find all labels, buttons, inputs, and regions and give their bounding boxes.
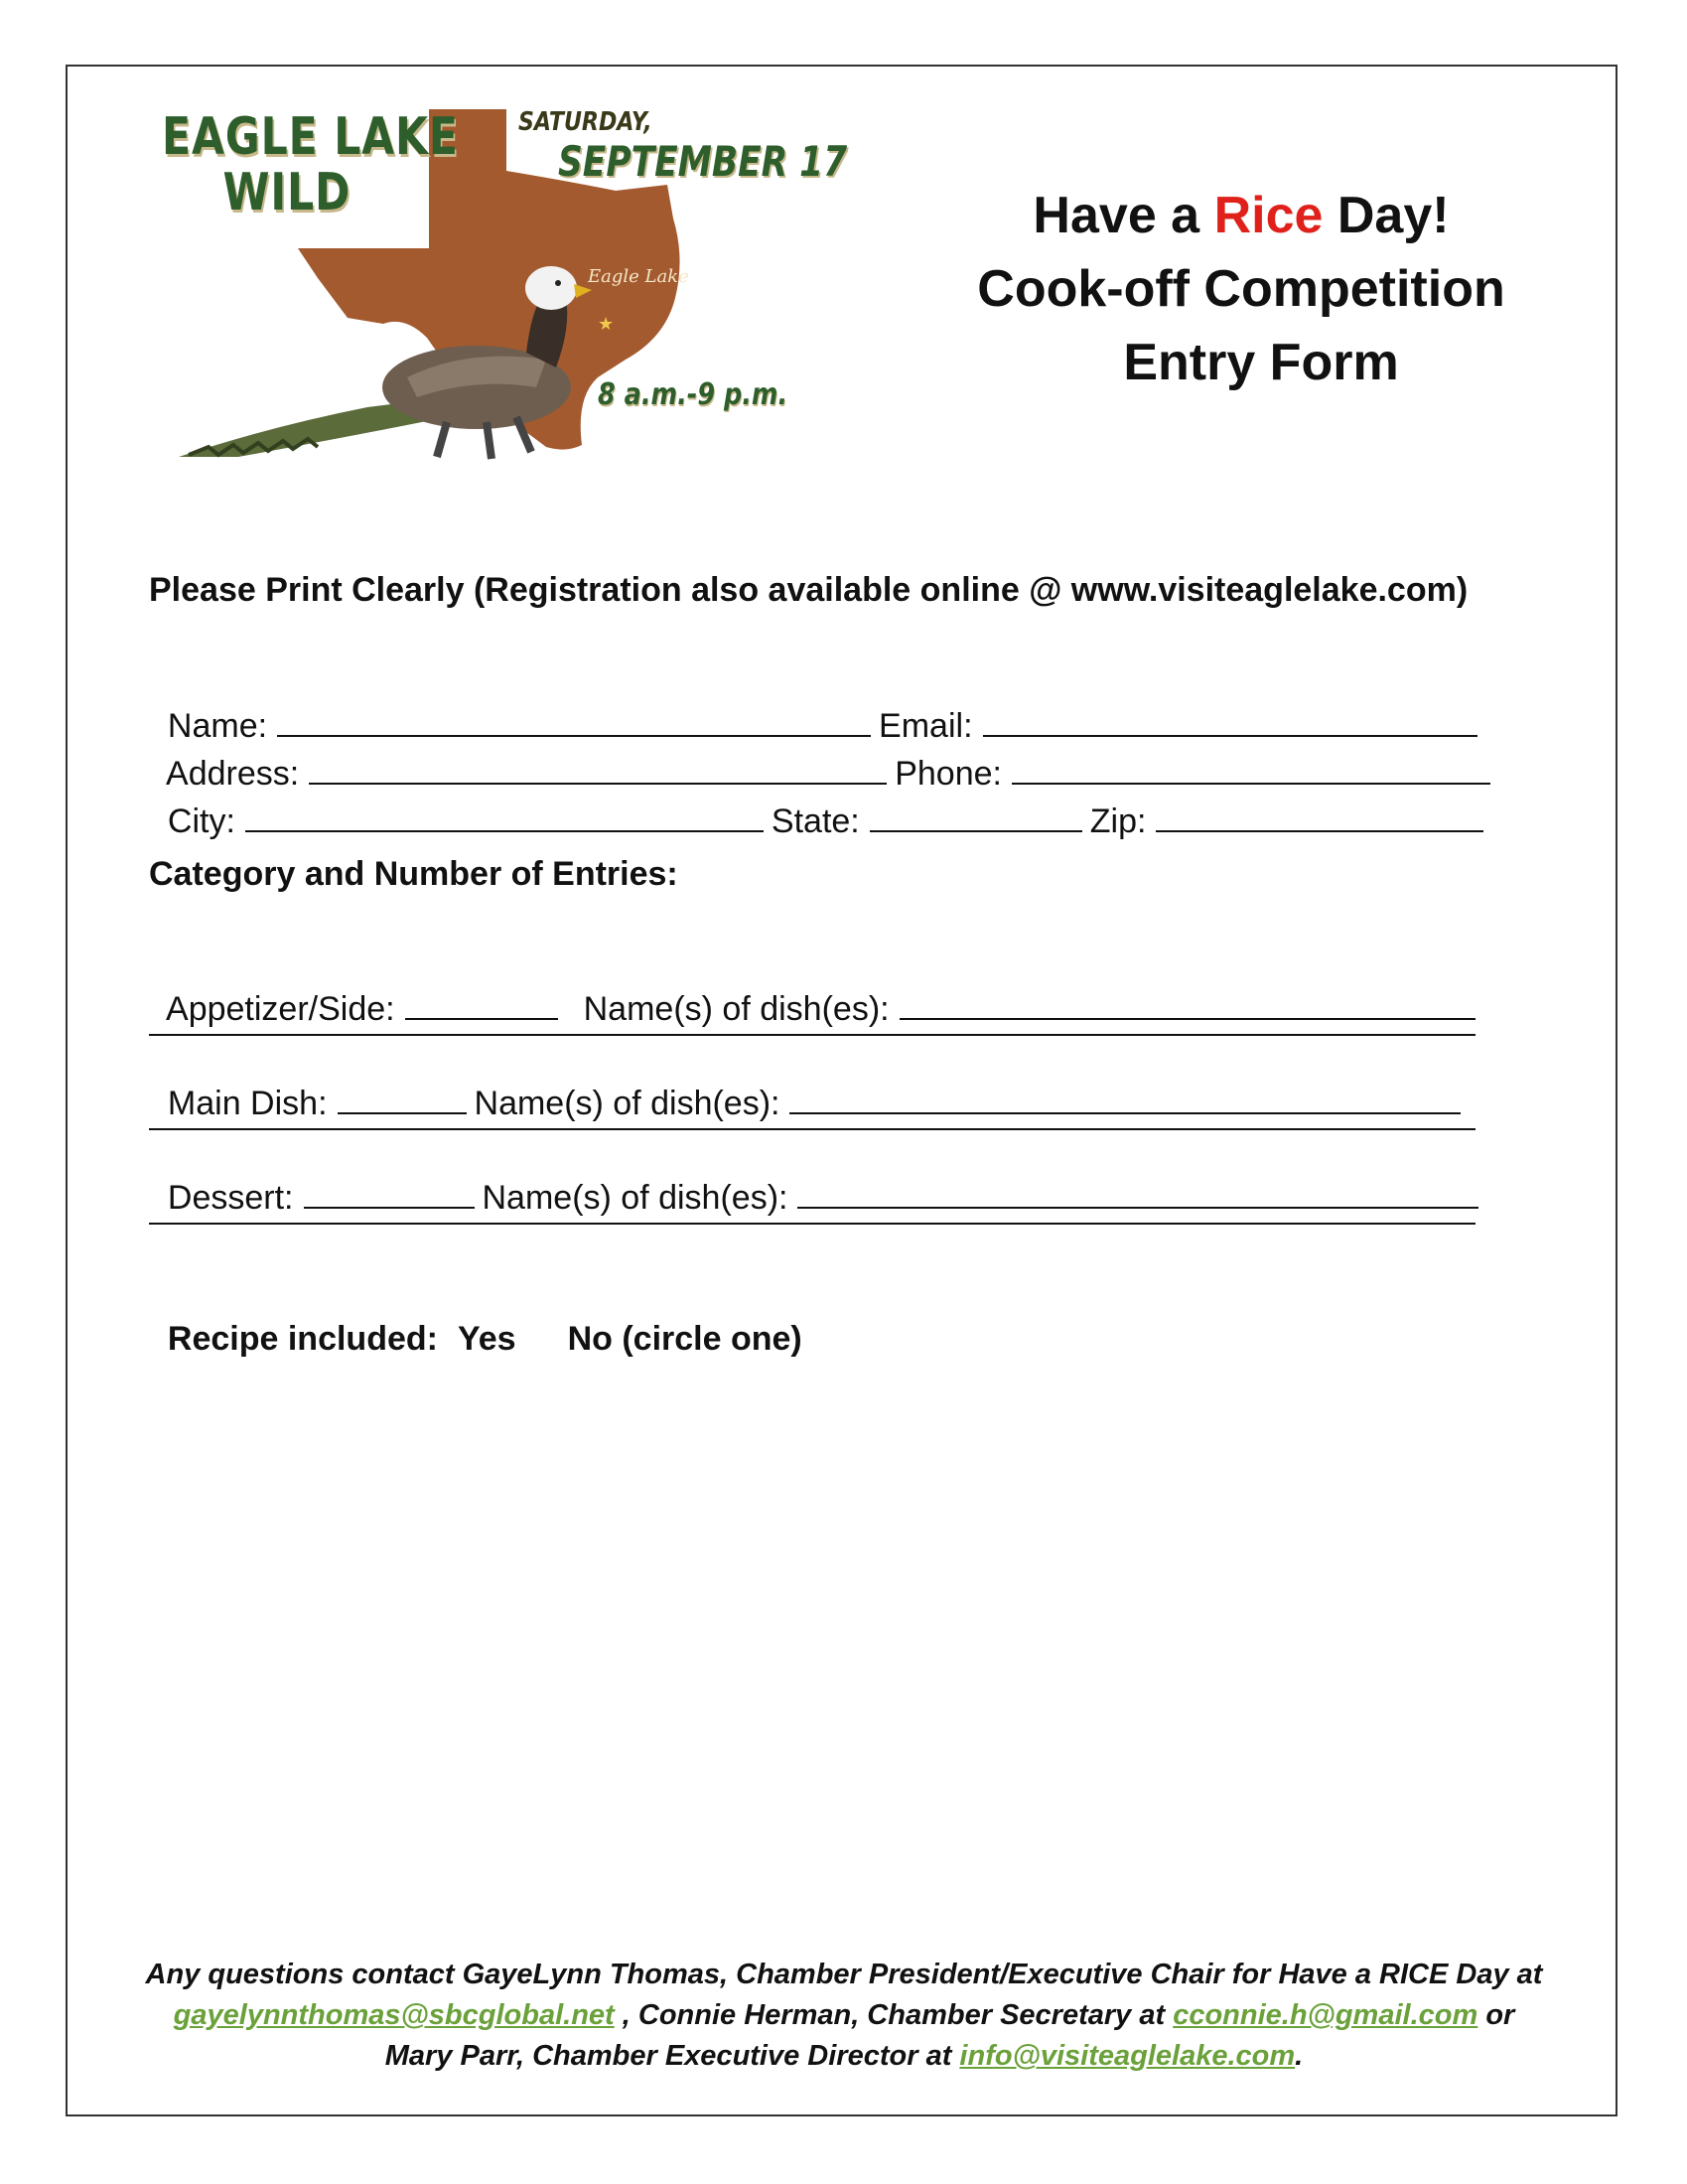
- form-heading: [923, 179, 1559, 399]
- location-star-icon: ★: [598, 314, 615, 335]
- category-heading: Category and Number of Entries:: [149, 855, 678, 893]
- connie-email-link[interactable]: cconnie.h@gmail.com: [1173, 1999, 1478, 2031]
- city-row: [149, 761, 1491, 841]
- main-dish-row: [149, 1043, 1469, 1123]
- recipe-yes-option[interactable]: Yes: [457, 1320, 516, 1358]
- footer-mid-text: , Connie Herman, Chamber Secretary at: [622, 1999, 1166, 2031]
- city-label: City:: [167, 802, 235, 840]
- appetizer-row: [149, 948, 1483, 1029]
- recipe-row: [149, 1279, 802, 1359]
- heading-accent: Rice: [1213, 187, 1324, 244]
- phone-label: Phone:: [895, 755, 1002, 793]
- zip-label: Zip:: [1089, 802, 1147, 840]
- dessert-label: Dessert:: [167, 1179, 294, 1217]
- footer-line3-text: Mary Parr, Chamber Executive Director at: [384, 2040, 952, 2072]
- logo-place: Eagle Lake: [588, 266, 689, 287]
- logo-day: SATURDAY,: [518, 107, 652, 137]
- email-label: Email:: [879, 707, 973, 745]
- logo-hours: 8 a.m.-9 p.m.: [598, 377, 788, 412]
- appetizer-label: Appetizer/Side:: [166, 990, 395, 1028]
- logo-date: SEPTEMBER 17: [558, 137, 848, 186]
- footer-line3: [129, 2036, 1559, 2077]
- heading-line3: Entry Form: [1123, 334, 1399, 391]
- main-dish-label: Main Dish:: [167, 1085, 328, 1122]
- info-email-link[interactable]: info@visiteaglelake.com: [959, 2040, 1296, 2072]
- main-dish-dish-field[interactable]: [789, 1083, 1461, 1114]
- contact-footer: [129, 1955, 1559, 2077]
- recipe-no-option[interactable]: No (circle one): [567, 1320, 802, 1358]
- zip-field[interactable]: [1156, 801, 1483, 832]
- dessert-extra-line[interactable]: [149, 1223, 1476, 1225]
- footer-or-text: or: [1485, 1999, 1515, 2031]
- footer-line2: [129, 1995, 1559, 2036]
- gayelynn-email-link[interactable]: gayelynnthomas@sbcglobal.net: [173, 1999, 615, 2031]
- dessert-row: [149, 1137, 1486, 1218]
- heading-pre: Have a: [1033, 187, 1214, 244]
- logo-title-line2: WILD: [222, 163, 351, 222]
- eagle-head-shape: [525, 266, 577, 310]
- logo-title-line1: EAGLE LAKE: [162, 107, 459, 167]
- recipe-label: Recipe included:: [167, 1320, 438, 1358]
- state-field[interactable]: [870, 801, 1082, 832]
- dessert-dish-field[interactable]: [797, 1177, 1478, 1209]
- appetizer-dish-label: Name(s) of dish(es):: [583, 990, 890, 1028]
- logo-title: [162, 109, 459, 220]
- appetizer-extra-line[interactable]: [149, 1034, 1476, 1036]
- name-label: Name:: [167, 707, 268, 745]
- city-field[interactable]: [245, 801, 764, 832]
- heading-post: Day!: [1323, 187, 1450, 244]
- print-instructions: Please Print Clearly (Registration also available online @ www.visiteaglelake.com): [149, 571, 1469, 609]
- state-label: State:: [771, 802, 860, 840]
- footer-end: .: [1295, 2040, 1304, 2072]
- main-dish-dish-label: Name(s) of dish(es):: [474, 1085, 780, 1122]
- appetizer-count-field[interactable]: [405, 988, 558, 1020]
- footer-line1: Any questions contact GayeLynn Thomas, Chamber President/Executive Chair for Have a RICE Day at: [145, 1959, 1543, 1990]
- heading-line2: Cook-off Competition: [977, 260, 1505, 318]
- appetizer-dish-field[interactable]: [900, 988, 1476, 1020]
- address-label: Address:: [166, 755, 300, 793]
- dessert-dish-label: Name(s) of dish(es):: [482, 1179, 788, 1217]
- heading-line1: [923, 179, 1559, 252]
- main-dish-count-field[interactable]: [338, 1083, 467, 1114]
- main-dish-extra-line[interactable]: [149, 1128, 1476, 1130]
- dessert-count-field[interactable]: [304, 1177, 475, 1209]
